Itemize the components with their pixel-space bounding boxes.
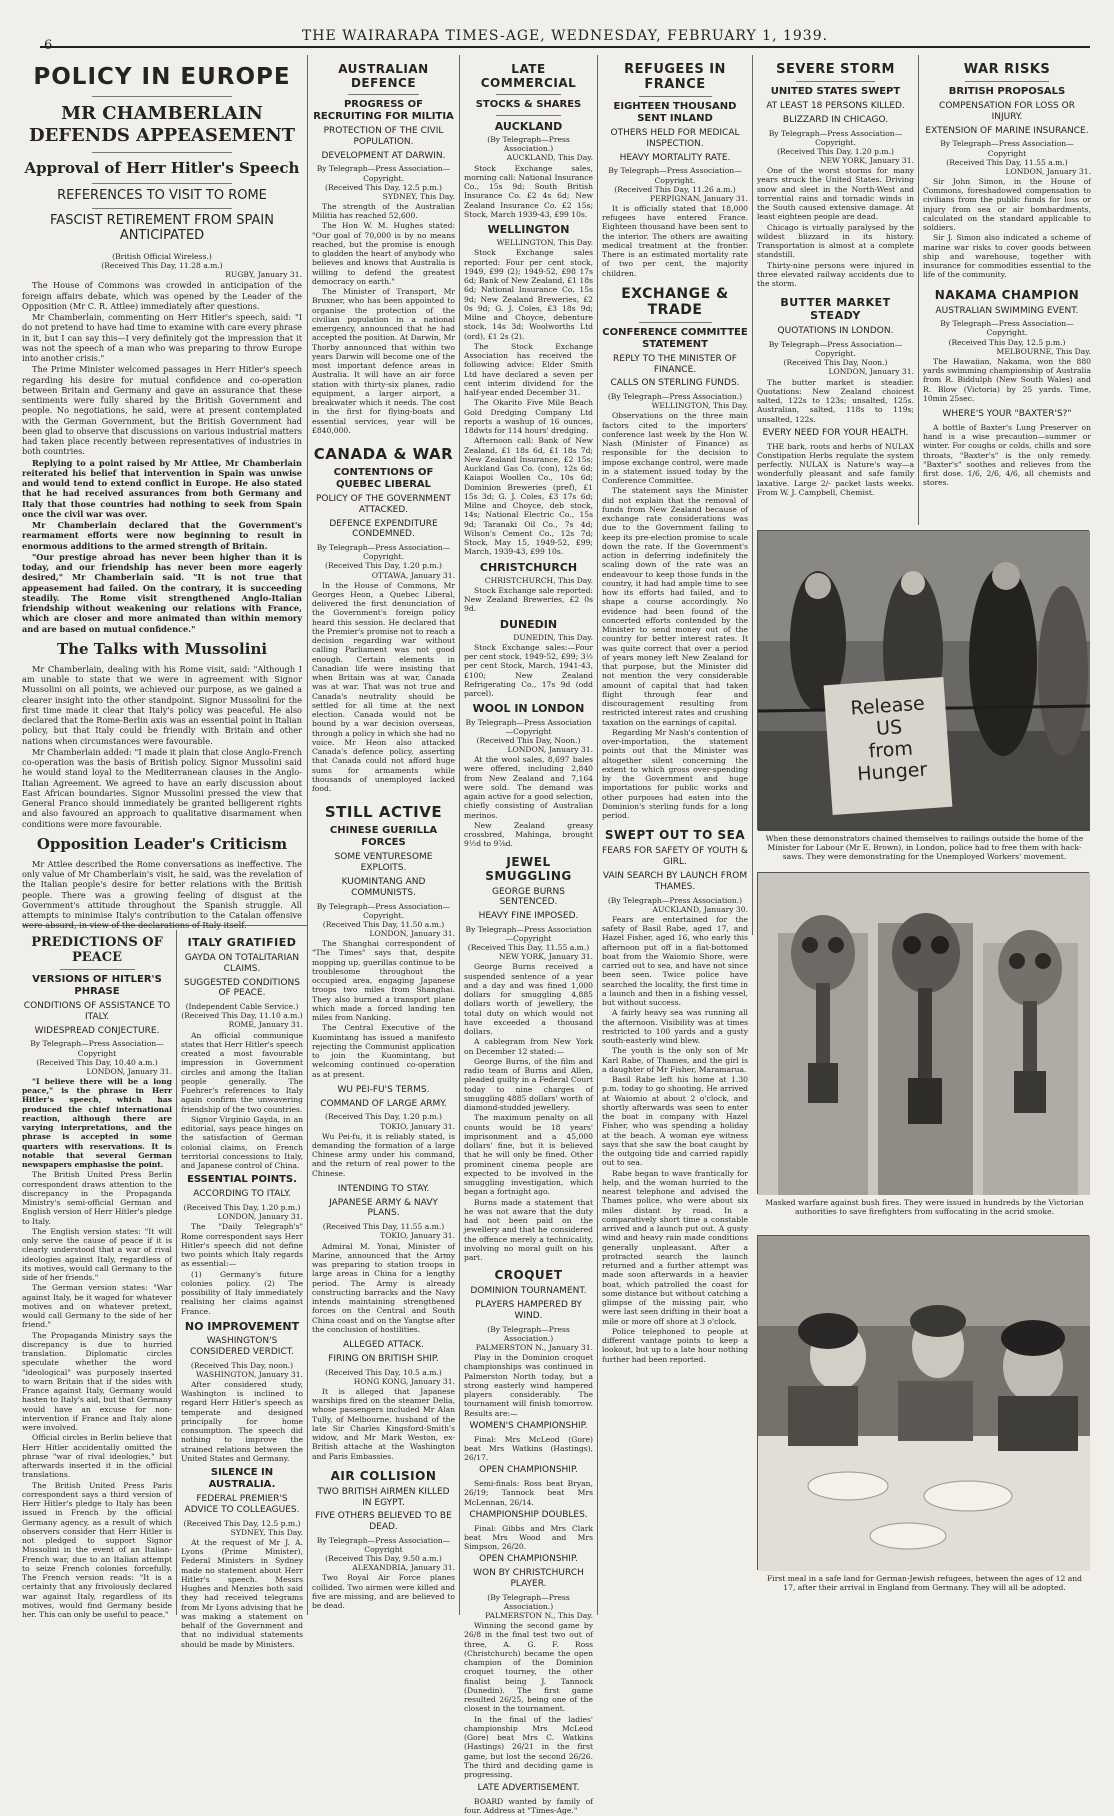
paragraph: Mr Chamberlain declared that the Government's rearmament efforts were now beginning to result in enormous additions to the armed strength of Britain. xyxy=(22,520,302,551)
paragraph: Chicago is virtually paralysed by the wildest blizzard in its history. Transportation is almost at a complete standstill. xyxy=(757,222,914,260)
subhead: OPEN CHAMPIONSHIP. xyxy=(479,1465,578,1476)
headline: WAR RISKS xyxy=(963,62,1051,77)
masthead xyxy=(40,26,1090,53)
subhead: OPEN CHAMPIONSHIP. xyxy=(479,1554,578,1565)
headline: SWEPT OUT TO SEA xyxy=(604,828,746,843)
paragraph: The German version states: "War against Italy, be it waged for whatever motives and on whatever pretext, would call Germany to the side of her friend." xyxy=(22,1283,172,1330)
paragraph: Regarding Mr Nash's contention of over-importation, the statement points out that the Minister was altogether silent concerning the extent to which gross over-spending by the Government and huge importations for public works and other purposes had eaten into the Dominion's sterling funds for a long period. xyxy=(602,727,748,821)
headline: STILL ACTIVE xyxy=(324,803,443,822)
source-line: By Telegraph—Press Association—Copyright xyxy=(465,924,592,944)
received-line: (Received This Day, 11.55 a.m.) xyxy=(946,157,1068,167)
received-line: (Received This Day, 11.10 a.m.) xyxy=(181,1011,303,1021)
deck: DEFENCE EXPENDITURE CONDEMNED. xyxy=(329,518,438,540)
ad-heading: WHERE'S YOUR "BAXTER'S?" xyxy=(942,409,1072,420)
ad-heading: EVERY NEED FOR YOUR HEALTH. xyxy=(762,427,909,438)
place-line: PALMERSTON N., January 31. xyxy=(475,1342,593,1352)
place-line: LONDON, January 31. xyxy=(1005,166,1091,176)
paragraph: Signor Virginio Gayda, in an editorial, says peace hinges on the satisfaction of German colonial claims, on French territorial concessions to Italy, and Japanese control of China. xyxy=(181,1114,303,1171)
subhead: SILENCE IN AUSTRALIA. xyxy=(208,1467,276,1491)
place-line: TOKIO, January 31. xyxy=(380,1121,455,1131)
paragraph: Official circles in Berlin believe that Herr Hitler accidentally omitted the phrase "war of rival ideologies," but afterwards inserted it in the official translations. xyxy=(22,1433,172,1480)
place-line: WELLINGTON, This Day. xyxy=(651,401,748,411)
italy-gratified-article xyxy=(181,932,304,1649)
headline: POLICY IN EUROPE xyxy=(33,64,291,90)
photo-refugees xyxy=(757,1235,1089,1570)
paragraph: Rabe began to wave frantically for help, and the woman hurried to the nearest telephone and advised the Thames police, who were about six miles distant by road. In a comparatively short time a constable arrived and a launch put out. A gusty wind and heavy rain made conditions generally unpleasant. After a protracted search the launch returned and a further attempt was made soon afterwards in a heavier boat, which patrolled the coast for some distance but without catching a glimpse of the missing pair, who were last seen drifting in their boat a mile or more off shore at 3 o'clock. xyxy=(602,1168,748,1326)
place-line: ALEXANDRIA, January 31. xyxy=(352,1563,455,1573)
photo-demonstrators xyxy=(757,530,1089,830)
deck: QUOTATIONS IN LONDON. xyxy=(777,326,894,337)
paragraph: The Hawaiian, Nakama, won the 880 yards swimming championship of Australia from R. Biddulph (New South Wales) and R. Blow (Victoria) by 25 yards. Time, 10min 25sec. xyxy=(923,356,1091,403)
headline: BUTTER MARKET STEADY xyxy=(780,296,891,323)
paragraph: Mr Attlee described the Rome conversations as ineffective. The only value of Mr Chamberlain's visit, he said, was the revelation of the Italian people's desire for better relations with the British people. There was a growing feeling of disgust at the Government's attitude throughout the Spanish struggle. All attempts to minimise Italy's contribution to the Catalan offensive were absurd, in view of the declarations of Italy itself. xyxy=(22,858,302,931)
deck: SUGGESTED CONDITIONS OF PEACE. xyxy=(184,977,300,999)
deck: PROGRESS OF RECRUITING FOR MILITIA xyxy=(313,99,454,122)
paragraph: Burns made a statement that he was not aware that the duty had not been paid on the jewellery and that he considered the offence merely a technicality, involving no moral guilt on his part. xyxy=(464,1197,593,1263)
deck: OTHERS HELD FOR MEDICAL INSPECTION. xyxy=(610,128,740,149)
paragraph: George Burns, of the film and radio team of Burns and Allen, pleaded guilty in a Federal Court today to nine charges of smuggling 4885 dollars' worth of diamond-studded jewellery. xyxy=(464,1056,593,1113)
deck: AT LEAST 18 PERSONS KILLED. xyxy=(766,101,905,111)
received-line: (Received This Day, 10.5 a.m.) xyxy=(325,1367,442,1377)
received-line: (Received This Day, 11.55 a.m.) xyxy=(322,1222,445,1232)
subhead: INTENDING TO STAY. xyxy=(337,1183,430,1194)
received-line: (Received This Day, 10.40 a.m.) xyxy=(36,1057,158,1067)
received-line: (Received This Day, 11.55 a.m.) xyxy=(467,943,590,953)
received-line: (Received This Day, 11.28 a.m.) xyxy=(101,261,223,271)
source-line: By Telegraph—Press Association—Copyright. xyxy=(316,543,451,562)
headline: JEWEL SMUGGLING xyxy=(485,854,572,883)
subhead: WOOL IN LONDON xyxy=(472,702,585,716)
deck: UNITED STATES SWEPT xyxy=(770,86,901,97)
place-line: HONG KONG, January 31. xyxy=(353,1376,455,1386)
deck: MR CHAMBERLAIN DEFENDS APPEASEMENT xyxy=(28,103,296,146)
place-line: RUGBY, January 31. xyxy=(225,270,302,280)
paragraph: A fairly heavy sea was running all the afternoon. Visibility was at times restricted to 100 yards and a gusty south-easterly wind blew. xyxy=(602,1008,748,1046)
place-line: SYDNEY, This Day. xyxy=(382,191,455,201)
paragraph: Stock Exchange sales, morning call: National Insurance Co., 15s 9d; South British Insurance Co. £2 4s 6d; New Zealand Insurance Co. £2 15s; Stock, March 1939-43, £99 10s. xyxy=(464,163,593,219)
paragraph: Sir John Simon, in the House of Commons, foreshadowed compensation to civilians from the public funds for loss or injury from sea or air bombardments, calculated on the standard applicable to soldiers. xyxy=(923,176,1091,233)
subhead: AUCKLAND xyxy=(494,120,563,133)
place-line: LONDON, January 31. xyxy=(217,1212,303,1222)
paragraph: A cablegram from New York on December 12 stated:— xyxy=(464,1037,593,1056)
received-line: (Received This Day, 11.50 a.m.) xyxy=(322,919,445,929)
source-line: (British Official Wireless.) xyxy=(112,251,212,261)
received-line: (Received This Day, noon.) xyxy=(190,1360,294,1370)
subhead: NO IMPROVEMENT xyxy=(184,1319,300,1333)
source-line: By Telegraph—Press Association—Copyright xyxy=(316,1536,451,1555)
place-line: CHRISTCHURCH, This Day. xyxy=(484,575,593,585)
paragraph: The Hon W. M. Hughes stated: "Our goal of 70,000 is by no means reached, but the promise is enough to gladden the heart of anybody who believes and knows that Australia is willing to defend the greatest democracy on earth." xyxy=(312,221,455,286)
paragraph: In the House of Commons, Mr Georges Heon, a Quebec Liberal, delivered the first denunciation of the Government's foreign policy heard this session. He declared that the Premier's promise not to reach a decision regarding war without calling Parliament was not good enough. Certain elements in Canadian life were insisting that when Britain was at war, Canada was at war. That was not true and Canada's neutrality should be settled for all time at the next election. Canada would not be bound by a war decision overseas, through a policy in which she had no voice. Mr Heon also attacked Canada's defence policy, asserting that Canada could not afford huge sums for armaments while thousands of unemployed lacked food. xyxy=(312,580,455,794)
column-five xyxy=(757,58,914,528)
column-four xyxy=(602,58,748,1615)
place-line: WELLINGTON, This Day. xyxy=(496,238,593,248)
subhead: CHRISTCHURCH xyxy=(479,560,578,574)
deck: CONFERENCE COMMITTEE STATEMENT xyxy=(602,326,748,350)
paragraph: The Stock Exchange Association has received the following advice: Elder Smith Ltd have declared a seven per cent interim dividend for the half-year ended December 31. xyxy=(464,341,593,398)
paragraph: Wu Pei-fu, it is reliably stated, is demanding the formation of a large Chinese army under his command, and the return of real power to the Chinese. xyxy=(312,1131,455,1178)
source-line: By Telegraph—Press Association—Copyright xyxy=(940,139,1074,158)
source-line: By Telegraph—Press Association—Copyright. xyxy=(768,128,903,147)
paragraph: Basil Rabe left his home at 1.30 p.m. today to go shooting. He arrived at Waiomio at about 2 o'clock, and shortly afterwards was seen to enter the boat in company with Hazel Fisher, who was spending a holiday at the beach. A woman eye witness says that she saw the boat caught by the outgoing tide and carried rapidly out to sea. xyxy=(602,1075,748,1168)
deck: HEAVY FINE IMPOSED. xyxy=(478,911,579,922)
place-line: SYDNEY, This Day. xyxy=(230,1527,303,1537)
paragraph: Fears are entertained for the safety of Basil Rabe, aged 17, and Hazel Fisher, aged 16, who early this afternoon put off in a flat-bottomed boat from the Waiomio Shore, were carried out to sea, and have not since been seen. Twice police have searched the locality, the first time in a launch and then in a fishing vessel, but without success. xyxy=(602,914,748,1008)
column-six xyxy=(923,58,1091,528)
deck: REPLY TO THE MINISTER OF FINANCE. xyxy=(613,353,737,375)
paragraph: Stock Exchange sales:—Four per cent stock, 1949-52, £99; 3½ per cent Stock, March, 1941-43, £100; New Zealand Refrigerating Co., 17s 9d (odd parcel). xyxy=(464,642,593,699)
photo-gas-masks xyxy=(757,872,1089,1194)
deck: POLICY OF THE GOVERNMENT ATTACKED. xyxy=(315,494,451,515)
column-two xyxy=(312,58,455,1615)
source-line: (By Telegraph—Press Association.) xyxy=(607,392,743,402)
deck: DOMINION TOURNAMENT. xyxy=(470,1286,587,1297)
paragraph: "Our prestige abroad has never been higher than it is today, and our friendship has never been more eagerly desired," Mr Chamberlain said. "It is not true that appeasement had failed. On the contrary, it is succeeding steadily. The Rome visit strengthened Anglo-Italian friendship without weakening our relations with France, which are closer and more animated than within memory and are based on mutual confidence." xyxy=(22,551,302,634)
page-number: 6 xyxy=(44,38,53,53)
advertisement: A bottle of Baxter's Lung Preserver on hand is a wise precaution—summer or winter. For coughs or colds, chills and sore throats, "Baxter's" is the only remedy. "Baxter's" soothes and relieves from the first dose. 1/6, 2/6, 4/6, all chemists and stores. xyxy=(923,422,1091,488)
place-line: LONDON, January 31. xyxy=(369,928,455,938)
received-line: (Received This Day, 12.5 p.m.) xyxy=(183,1518,301,1528)
paragraph: Thirty-nine persons were injured in three elevated railway accidents due to the storm. xyxy=(757,260,914,289)
paragraph: Sir J. Simon also indicated a scheme of marine war risks to cover goods between ship and warehouse, together with insurance for commodities essential to the life of the community. xyxy=(923,233,1091,280)
deck: FIVE OTHERS BELIEVED TO BE DEAD. xyxy=(315,1511,452,1533)
paragraph: Afternoon call: Bank of New Zealand, £1 18s 6d, £1 18s 7d; New Zealand Insurance, £2 15s; Auckland Gas Co. (con), 12s 6d; Kaiapoi Woollen Co., 10s 6d; Dominion Breweries (pref), £1 15s 3d; G. J. Coles, £3 17s 6d; Milne and Choyce, deb stock, 14s; National Electric Co., 15s 9d; Taranaki Oil Co., 7s 4d; Wilson's Cement Co., 12s 7d; Stock, May 15, 1949-52, £99; March, 1939-43, £99 10s. xyxy=(464,436,593,557)
paragraph: The Shanghai correspondent of "The Times" says that, despite mopping up, guerillas continue to be troublesome throughout the occupied area, engaging Japanese troops two miles from Shanghai. They also burned a transport plane which made a forced landing ten miles from Nanking. xyxy=(312,939,455,1023)
paragraph: Two Royal Air Force planes collided. Two airmen were killed and five are missing, and are believed to be dead. xyxy=(312,1573,455,1611)
masthead-title: THE WAIRARAPA TIMES-AGE, WEDNESDAY, FEBRUARY 1, 1939. xyxy=(301,28,829,44)
place-line: TOKIO, January 31. xyxy=(380,1231,455,1241)
place-line: PALMERSTON N., This Day. xyxy=(485,1611,593,1621)
deck: WASHINGTON'S CONSIDERED VERDICT. xyxy=(189,1335,295,1357)
deck: HEAVY MORTALITY RATE. xyxy=(619,152,731,163)
headline: CROQUET xyxy=(494,1268,563,1283)
paragraph: Mr Chamberlain added: "I made it plain that close Anglo-French co-operation was the basis of British policy. Signor Mussolini said he would stand loyal to the Mediterranean clauses in the Anglo-Italian Agreement. We agreed to have an early discussion about East African boundaries. Signor Mussolini pressed the view that General Franco should immediately be granted belligerent rights and also favoured an approach to qualitative disarmament when conditions were more favourable. xyxy=(22,746,302,829)
place-line: AUCKLAND, January 30. xyxy=(652,904,748,914)
paragraph: The British United Press Paris correspondent says a third version of Herr Hitler's pledge to Italy has been issued in French by the official Germany agency, as a result of which observers consider that Herr Hitler is not pledged to support Signor Mussolini in the event of an Italian-French war, due to an Italian attempt to seize French colonies forcefully. The French version reads: "It is a certainty that any frivolously declared war against Italy, regardless of its motives, would find Germany beside her. This can only be useful to peace." xyxy=(22,1480,172,1620)
column-rule xyxy=(176,930,177,1615)
deck: WON BY CHRISTCHURCH PLAYER. xyxy=(473,1568,584,1590)
column-rule xyxy=(307,55,308,1615)
photo-caption: First meal in a safe land for German-Jewish refugees, between the ages of 12 and 17, after their arrival in England from Germany. They will all be adopted. xyxy=(767,1574,1082,1593)
deck: FIRING ON BRITISH SHIP. xyxy=(328,1353,439,1364)
deck: ACCORDING TO ITALY. xyxy=(193,1189,291,1200)
deck: VERSIONS OF HITLER'S PHRASE xyxy=(32,974,162,997)
paragraph: It is officially stated that 18,000 refugees have entered France. Eighteen thousand have been sent to the interior. The others are awaiting medical treatment at the frontier. There is an estimated mortality rate of two per cent, the majority children. xyxy=(602,203,748,278)
received-line: (Received This Day, 12.5 p.m.) xyxy=(324,182,442,192)
source-line: By Telegraph—Press Association—Copyright. xyxy=(608,166,742,185)
subhead: The Talks with Mussolini xyxy=(56,639,268,658)
gas-masks-image xyxy=(758,873,1090,1195)
source-line: (By Telegraph—Press Association.) xyxy=(607,895,743,905)
paragraph: Stock Exchange sale reported: New Zealand Breweries, £2 0s 9d. xyxy=(464,585,593,614)
place-line: WASHINGTON, January 31. xyxy=(195,1369,303,1379)
subhead: LATE ADVERTISEMENT. xyxy=(477,1783,580,1794)
paragraph: At the request of Mr J. A. Lyons (Prime Minister), Federal Ministers in Sydney made no statement about Herr Hitler's speech. Messrs Hughes and Menzies both said they had received telegrams from Mr Lyons advising that he was making a statement on behalf of the Government and that no individual statements should be made by Ministers. xyxy=(181,1537,303,1649)
deck: BLIZZARD IN CHICAGO. xyxy=(782,114,889,125)
deck: BRITISH PROPOSALS xyxy=(948,86,1066,97)
column-rule xyxy=(459,55,460,1615)
protest-sign-text: Release US from Hunger xyxy=(849,692,928,785)
paragraph: The "Daily Telegraph's" Rome correspondent says Herr Hitler's speech did not define two points which Italy regards as essential:— xyxy=(181,1222,303,1269)
paragraph: It is alleged that Japanese warships fired on the steamer Delia, whose passengers included Mr Alan Tully, of Melbourne, husband of the late Sir Charles Kingsford-Smith's widow, and Mr Mark Weston, ex-British attache at the Washington and Paris Embassies. xyxy=(312,1386,455,1461)
subhead: CHAMPIONSHIP DOUBLES. xyxy=(469,1509,588,1520)
classified-ad: BOARD wanted by family of four. Address at "Times-Age." xyxy=(464,1797,593,1816)
paragraph: "I believe there will be a long peace," is the phrase in Herr Hitler's speech, which has produced the chief international reaction, although there are varying interpretations, and the phrase is accepted in some quarters with reservations. It is notable that several German newspapers emphasise the point. xyxy=(22,1076,172,1170)
place-line: LONDON, January 31. xyxy=(507,744,593,754)
paragraph: George Burns received a suspended sentence of a year and a day and was fined 1,000 dollars for smuggling 4,885 dollars worth of jewellery, the total duty on which would not have exceeded a thousand dollars. xyxy=(464,962,593,1037)
place-line: DUNEDIN, This Day. xyxy=(513,632,593,642)
place-line: NEW YORK, January 31. xyxy=(498,952,593,962)
deck: TWO BRITISH AIRMEN KILLED IN EGYPT. xyxy=(317,1486,450,1508)
subhead: WU PEI-FU'S TERMS. xyxy=(337,1084,430,1095)
deck: VAIN SEARCH BY LAUNCH FROM THAMES. xyxy=(602,871,748,892)
deck: Approval of Herr Hitler's Speech xyxy=(24,159,300,178)
photo-caption: Masked warfare against bush fires. They were issued in hundreds by the Victorian authorities to save firefighters from suffocating in the acrid smoke. xyxy=(765,1198,1084,1217)
deck: FASCIST RETIREMENT FROM SPAIN ANTICIPATED xyxy=(50,212,274,244)
paragraph: One of the worst storms for many years struck the United States. Driving snow and sleet in the North-West and torrential rains and tornadic winds in the South caused extensive damage. At least eighteen people are dead. xyxy=(757,166,914,222)
paragraph: The English version states: "It will only serve the cause of peace if it is clearly understood that a war of rival ideologies against Italy, regardless of its motives, would call Germany to the side of her friends." xyxy=(22,1226,172,1283)
received-line: (Received This Day, 1.20 p.m.) xyxy=(776,146,894,156)
advertisement: THE bark, roots and herbs of NULAX Constipation Herbs regulate the system perfectly. NULAX is Nature's way—a wonderfully pleasant and safe family laxative. Large 2/- packet lasts weeks. From W. J. Campbell, Chemist. xyxy=(757,441,914,497)
paragraph: Final: Mrs McLeod (Gore) beat Mrs Watkins (Hastings), 26/17. xyxy=(464,1434,593,1463)
received-line: (Received This Day, 1.20 p.m.) xyxy=(183,1203,301,1213)
paragraph: Stock Exchange sales reported: Four per cent stock, 1949, £99 (2); 1949-52, £98 17s 6d; Bank of New Zealand, £1 18s 6d; National Insurance Co. 15s 9d; New Zealand Breweries, £2 0s 9d; G. J. Coles, £3 18s 9d; Milne and Choyce, debenture stock, 14s 3d; Woolworths Ltd (ord), £1 2s (2). xyxy=(464,248,593,341)
subhead: Opposition Leader's Criticism xyxy=(36,834,288,853)
source-line: (By Telegraph—Press Association.) xyxy=(487,135,570,154)
headline: REFUGEES IN FRANCE xyxy=(624,62,726,92)
source-line: By Telegraph—Press Association—Copyright. xyxy=(768,340,903,359)
place-line: MELBOURNE, This Day. xyxy=(996,346,1091,356)
paragraph: Mr Chamberlain, dealing with his Rome visit, said: "Although I am unable to state that we were in agreement with Signor Mussolini on all points, we achieved our purpose, as we gained a clearer insight into the other standpoint. Signor Mussolini for the first time made it clear that Italy's policy was peaceful. He also declared that the Rome-Berlin axis was an essential point in Italian policy, but that Italy could be friendly with Britain and other nations when circumstances were favourable. xyxy=(22,663,302,746)
received-line: (Received This Day, 12.5 p.m.) xyxy=(948,337,1066,347)
paragraph: After considered study, Washington is inclined to regard Herr Hitler's speech as temperate and designed principally for home consumption. The speech did nothing to improve the strained relations between the United States and Germany. xyxy=(181,1379,303,1463)
paragraph: New Zealand greasy crossbred, Mahinga, brought 9½d to 9⅞d. xyxy=(464,820,593,849)
paragraph: (1) Germany's future colonies policy. (2) The possibility of Italy immediately realising her claims against France. xyxy=(181,1269,303,1316)
deck: CALLS ON STERLING FUNDS. xyxy=(610,378,740,389)
deck: PLAYERS HAMPERED BY WIND. xyxy=(475,1300,582,1321)
deck: EIGHTEEN THOUSAND SENT INLAND xyxy=(613,101,737,124)
source-line: By Telegraph—Press Association—Copyright. xyxy=(940,319,1074,338)
subhead: WELLINGTON xyxy=(487,223,570,237)
column-rule xyxy=(597,55,598,1615)
paragraph: Replying to a point raised by Mr Attlee, Mr Chamberlain reiterated his belief that intervention in Spain was unwise and would tend to extend conflict in Europe. He also stated that he had received assurances from both Germany and Italy that those countries had nothing to seek from Spain once the civil war was over. xyxy=(22,457,302,519)
policy-in-europe-article xyxy=(22,58,302,931)
place-line: ROME, January 31. xyxy=(228,1020,303,1030)
paragraph: Play in the Dominion croquet championships was continued in Palmerston North today, but a strong easterly wind hampered players considerably. The tournament will finish tomorrow. Results are:— xyxy=(464,1353,593,1418)
column-rule xyxy=(752,55,753,935)
headline: SEVERE STORM xyxy=(776,62,895,77)
place-line: OTTAWA, January 31. xyxy=(371,570,455,580)
deck: CONTENTIONS OF QUEBEC LIBERAL xyxy=(333,467,434,491)
source-line: By Telegraph—Press Association—Copyright xyxy=(465,717,592,736)
received-line: (Received This Day, Noon.) xyxy=(476,735,581,745)
deck: CONDITIONS OF ASSISTANCE TO ITALY. xyxy=(23,1001,171,1022)
place-line: AUCKLAND, This Day. xyxy=(506,153,593,163)
deck: PROTECTION OF THE CIVIL POPULATION. xyxy=(323,126,444,147)
deck: WIDESPREAD CONJECTURE. xyxy=(34,1025,160,1036)
deck: REFERENCES TO VISIT TO ROME xyxy=(57,188,267,204)
paragraph: The Minister of Transport, Mr Bruxner, who has been appointed to organise the protection of the civilian population in a national emergency, announced that he had accepted the position. At Darwin, Mr Thorby announced that within two years Darwin will become one of the most important defence areas in Australia. It will have an air force station with thirty-six planes, radio equipment, a larger airport, a breakwater which it needs. The cost in the first for flying-boats and essential services, year will be £840,000. xyxy=(312,287,455,435)
deck: KUOMINTANG AND COMMUNISTS. xyxy=(341,877,426,898)
source-line: (By Telegraph—Press Association.) xyxy=(487,1324,570,1343)
paragraph: Winning the second game by 26/8 in the final test two out of three, A. G. F. Ross (Christchurch) became the open champion of the Dominion croquet tourney, the other finalist being J. Tannock (Dunedin). The first game resulted 26/25, being one of the closest in the tournament. xyxy=(464,1621,593,1714)
source-line: (By Telegraph—Press Association.) xyxy=(487,1592,570,1611)
deck: JAPANESE ARMY & NAVY PLANS. xyxy=(329,1197,438,1219)
deck: FEDERAL PREMIER'S ADVICE TO COLLEAGUES. xyxy=(184,1494,300,1515)
headline: AUSTRALIAN DEFENCE xyxy=(338,62,429,90)
place-line: LONDON, January 31. xyxy=(828,367,914,377)
paragraph: The butter market is steadier. Quotations: New Zealand choicest salted, 122s to 123s; unsalted, 125s. Australian, salted, 118s to 119s; unsalted, 122s. xyxy=(757,377,914,424)
subhead: DUNEDIN xyxy=(499,617,558,631)
paragraph: An official communique states that Herr Hitler's speech created a most favourable impression in Government circles and among the Italian people generally. The Fuehrer's references to Italy again confirm the unwavering friendship of the two countries. xyxy=(181,1030,304,1114)
subhead: ALLEGED ATTACK. xyxy=(343,1340,424,1350)
deck: FEARS FOR SAFETY OF YOUTH & GIRL. xyxy=(602,846,748,868)
paragraph: The youth is the only son of Mr Karl Rabe, of Thames, and the girl is a daughter of Mr Fisher, Maramarua. xyxy=(602,1046,748,1074)
deck: GEORGE BURNS SENTENCED. xyxy=(492,886,565,908)
headline: CANADA & WAR xyxy=(313,445,454,464)
headline: EXCHANGE & TRADE xyxy=(621,285,729,318)
deck: COMPENSATION FOR LOSS OR INJURY. xyxy=(939,101,1075,122)
demonstrators-image xyxy=(758,531,1090,831)
source-line: By Telegraph—Press Association—Copyright. xyxy=(316,164,451,183)
paragraph: Observations on the three main factors cited to the importers' conference last week by the Hon W. Nash (Minister of Finance) as responsible for the decision to impose exchange control, were made in a statement issued today by the Conference Committee. xyxy=(602,411,748,486)
paragraph: Police telephoned to people at different vantage points to keep a lookout, but up to a late hour nothing further had been reported. xyxy=(602,1326,748,1364)
received-line: (Received This Day, 11.26 a.m.) xyxy=(614,184,736,194)
deck: CHINESE GUERILLA FORCES xyxy=(329,825,438,849)
source-line: By Telegraph—Press Association—Copyright. xyxy=(316,901,451,920)
paragraph: The Okarito Five Mile Beach Gold Dredging Company Ltd reports a washup of 16 ounces, 18dwts for 114 hours' dredging. xyxy=(464,398,593,436)
headline: AIR COLLISION xyxy=(330,1468,437,1483)
deck: DEVELOPMENT AT DARWIN. xyxy=(321,150,446,161)
column-rule xyxy=(918,55,919,525)
paragraph: Admiral M. Yonai, Minister of Marine, announced that the Army was preparing to station troops in large areas in China for a lengthy period. The Army is already constructing barracks and the Navy intends maintaining strengthened forces on the Central and South China coast and on the Yangtse after the conclusion of hostilities. xyxy=(312,1241,455,1334)
paragraph: At the wool sales, 8,697 bales were offered, including 2,840 from New Zealand and 7,164 were sold. The demand was again active for a good selection, chiefly consisting of Australian merinos. xyxy=(464,755,593,820)
source-line: (Independent Cable Service.) xyxy=(185,1002,299,1012)
place-line: NEW YORK, January 31. xyxy=(819,155,914,165)
paragraph: In the final of the ladies' championship Mrs McLeod (Gore) beat Mrs C. Watkins (Hastings) 26/21 in the first game, but lost the second 26/26. The third and deciding game is progressing. xyxy=(464,1714,593,1780)
deck: GAYDA ON TOTALITARIAN CLAIMS. xyxy=(184,953,300,974)
subhead: ESSENTIAL POINTS. xyxy=(187,1174,297,1186)
paragraph: Semi-finals: Ross beat Bryan, 26/19; Tannock beat Mrs McLennan, 26/14. xyxy=(464,1479,593,1507)
predictions-of-peace-article xyxy=(22,932,172,1620)
paragraph: The Prime Minister welcomed passages in Herr Hitler's speech regarding his desire for mutual confidence and co-operation between Britain and Germany and gave an assurance that these sentiments were fully shared by the British Government and people. No negotiations, he said, were at present contemplated with the German Government, but the British Government had been glad to observe that discussions on various industrial matters had taken place recently between representatives of industries in both countries. xyxy=(22,364,302,457)
paragraph: The Propaganda Ministry says the discrepancy is due to hurried translation. Diplomatic circles speculate whether the word "ideological" was purposely inserted to warn Britain that if the sides with France against Italy, Germany would hasten to Italy's aid, but that Germany would have an excuse for non-intervention if France and Italy alone were involved. xyxy=(22,1330,172,1433)
place-line: PERPIGNAN, January 31. xyxy=(650,193,748,203)
source-line: By Telegraph—Press Association—Copyright xyxy=(30,1039,164,1058)
deck: STOCKS & SHARES xyxy=(475,99,582,110)
deck: EXTENSION OF MARINE INSURANCE. xyxy=(925,125,1089,136)
refugees-image xyxy=(758,1236,1090,1571)
headline: LATE COMMERCIAL xyxy=(480,62,577,90)
paragraph: The statement says the Minister did not explain that the removal of funds from New Zealand because of exchange rate considerations was due to the Government failing to keep its pre-election promise to scale down the rate. If the Government's action in deferring indefinitely the scaling down of the rate was an endeavour to keep those funds in the country, it had had ample time to see how its efforts had failed, and to shape a course accordingly. No evidence had been found of the concerted efforts contended by the Minister to send money out of the country for better interest rates. It was quite correct that over a period of years money left New Zealand for that purpose, but the Minister did not mention the very considerable amount of capital that had taken flight through fear and discouragement resulting from restricted interest rates and crushing taxation on the earnings of capital. xyxy=(602,486,748,727)
photo-caption: When these demonstrators chained themselves to railings outside the home of the Minister for Labour (Mr E. Brown), in London, police had to free them with hack-saws. They were demonstrating for the Unemployed Workers' movement. xyxy=(765,834,1084,862)
paragraph: Final: Gibbs and Mrs Clark beat Mrs Wood and Mrs Simpson, 26/20. xyxy=(464,1523,593,1552)
received-line: (Received This Day, 1.20 p.m.) xyxy=(324,561,442,571)
place-line: LONDON, January 31. xyxy=(86,1066,172,1076)
paragraph: The Central Executive of the Kuomintang has issued a manifesto rejecting the Communist application to join the Kuomintang, but welcoming continued co-operation as at present. xyxy=(312,1023,455,1079)
paragraph: The British United Press Berlin correspondent draws attention to the discrepancy in the Propaganda Ministry's semi-official German and English version of Herr Hitler's pledge to Italy. xyxy=(22,1170,172,1226)
received-line: (Received This Day, 9.50 a.m.) xyxy=(325,1554,442,1564)
headline: NAKAMA CHAMPION xyxy=(934,287,1080,302)
received-line: (Received This Day, Noon.) xyxy=(783,358,888,368)
deck: AUSTRALIAN SWIMMING EVENT. xyxy=(935,305,1079,316)
deck: COMMAND OF LARGE ARMY. xyxy=(320,1098,447,1109)
headline: ITALY GRATIFIED xyxy=(187,936,297,949)
paragraph: The strength of the Australian Militia has reached 52,600. xyxy=(312,201,455,221)
paragraph: The maximum penalty on all counts would be 18 years' imprisonment and a 45,000 dollars' fine, but it is believed that he will only be fined. Other prominent cinema people are expected to be involved in the smuggling investigation, which began a fortnight ago. xyxy=(464,1113,593,1197)
subhead: WOMEN'S CHAMPIONSHIP. xyxy=(469,1420,588,1431)
received-line: (Received This Day, 1.20 p.m.) xyxy=(324,1112,442,1122)
paragraph: The House of Commons was crowded in anticipation of the foreign affairs debate, which was opened by the Leader of the Opposition (Mr C. R. Attlee) immediately after questions. xyxy=(22,280,302,311)
deck: SOME VENTURESOME EXPLOITS. xyxy=(334,852,433,874)
headline: PREDICTIONS OF PEACE xyxy=(31,935,163,965)
column-three xyxy=(464,58,593,1816)
paragraph: Mr Chamberlain, commenting on Herr Hitler's speech, said: "I do not pretend to have had time to examine with care every phrase in it, but I can say this—I very definitely got the impression that it was not the speech of a man who was preparing to throw Europe into another crisis." xyxy=(22,312,302,364)
